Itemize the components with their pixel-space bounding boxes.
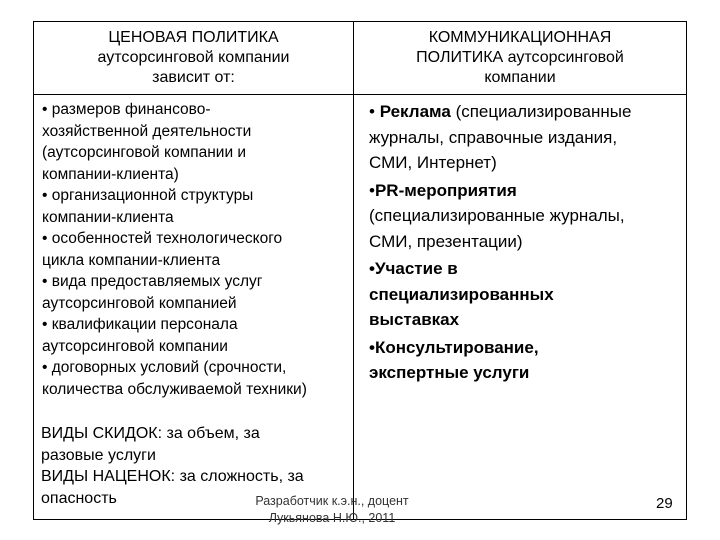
pricing-factor-line: • вида предоставляемых услуг xyxy=(42,273,263,290)
advertising-item xyxy=(369,99,683,176)
advertising-detail: (специализированные xyxy=(450,102,632,121)
exhibitions-label-line: специализированных xyxy=(369,284,554,304)
bullet-icon: • xyxy=(369,259,375,278)
pricing-policy-title: ЦЕНОВАЯ ПОЛИТИКА xyxy=(108,29,279,46)
bullet-icon: • xyxy=(369,180,375,200)
policy-table xyxy=(33,21,687,520)
page-number: 29 xyxy=(656,495,673,512)
discount-line: разовые услуги xyxy=(41,446,156,464)
exhibitions-item xyxy=(369,256,683,333)
communication-policy-title: КОММУНИКАЦИОННАЯ xyxy=(428,29,612,46)
pr-detail-line: СМИ, презентации) xyxy=(369,231,523,251)
pricing-factor-line: • квалификации персонала xyxy=(42,316,238,333)
pricing-factor-line: • особенностей технологического xyxy=(42,230,283,247)
pricing-factors-list xyxy=(42,99,352,400)
communication-policy-rest: аутсорсинговой xyxy=(503,49,624,66)
footer-author xyxy=(252,493,412,527)
markup-line: ВИДЫ НАЦЕНОК: за сложность, за xyxy=(41,468,304,485)
communication-policy-subtitle xyxy=(354,48,686,68)
pricing-factor-line: компании-клиента xyxy=(42,208,174,226)
communication-policy-company: компании xyxy=(484,69,556,86)
advertising-detail-line: журналы, справочные издания, xyxy=(369,127,618,147)
consulting-item xyxy=(369,335,683,386)
consulting-label: Консультирование, xyxy=(374,337,539,357)
exhibitions-label: Участие в xyxy=(374,259,458,278)
pricing-factor-line: аутсорсинговой компании xyxy=(42,337,228,355)
pr-label: PR-мероприятия xyxy=(374,180,517,200)
pr-item xyxy=(369,178,683,255)
footer-author-line2: Лукьянова Н.Ю., 2011 xyxy=(268,511,396,525)
bullet-icon: • xyxy=(369,102,375,121)
pricing-factor-line: • размеров финансово- xyxy=(42,101,211,118)
communication-channels-list xyxy=(369,99,683,388)
markup-line: опасность xyxy=(41,489,117,507)
bullet-icon: • xyxy=(369,337,375,357)
pricing-policy-subtitle: аутсорсинговой компании xyxy=(97,49,290,66)
pricing-factor-line: (аутсорсинговой компании и xyxy=(42,144,247,161)
pricing-factor-line: количества обслуживаемой техники) xyxy=(42,380,307,398)
advertising-detail-line: СМИ, Интернет) xyxy=(369,153,497,172)
discount-line: ВИДЫ СКИДОК: за объем, за xyxy=(41,425,260,442)
pricing-factor-line: хозяйственной деятельности xyxy=(42,122,252,140)
pricing-policy-header xyxy=(34,28,353,88)
exhibitions-label-line: выставках xyxy=(369,310,460,329)
pricing-policy-depends: зависит от: xyxy=(152,69,235,86)
communication-policy-word: ПОЛИТИКА xyxy=(416,49,504,66)
pricing-factor-line: • договорных условий (срочности, xyxy=(42,359,287,376)
consulting-label-line: экспертные услуги xyxy=(369,363,530,382)
pr-detail-line: (специализированные журналы, xyxy=(369,206,625,225)
communication-policy-header xyxy=(354,28,686,88)
pricing-factor-line: аутсорсинговой компанией xyxy=(42,294,237,312)
footer-author-line1: Разработчик к.э.н., доцент xyxy=(255,494,409,508)
pricing-factor-line: компании-клиента) xyxy=(42,165,179,183)
header-divider xyxy=(34,94,686,95)
advertising-label: Реклама xyxy=(379,102,451,121)
pricing-factor-line: • организационной структуры xyxy=(42,187,254,204)
pricing-factor-line: цикла компании-клиента xyxy=(42,251,221,269)
